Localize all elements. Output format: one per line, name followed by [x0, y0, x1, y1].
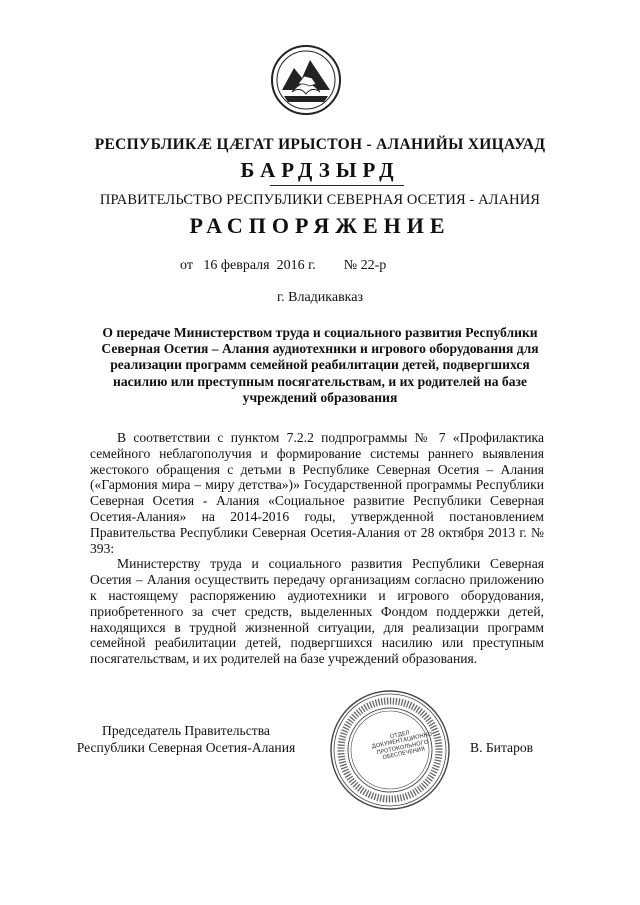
header-divider — [270, 185, 404, 186]
body-paragraph-1: В соответствии с пунктом 7.2.2 подпрограммы № 7 «Профилактика семейного неблагополучия и формирование системы раннего выявления жестокого обращения с детьми в Республике Северная Осетия – Алания («Гармония мира – миру детства»)» Государственной программы Республики Северная Осетия - Алания «Социальное развитие Республики Северная Осетия-Алания» на 2014-2016 годы, утвержденной постановлением Правительства Республики Северная Осетия-Алания от 28 октября 2013 г. № 393: — [90, 430, 544, 556]
document-title: О передаче Министерством труда и социального развития Республики Северная Осетия – Алания аудиотехники и игрового оборудования для реализации программ семейной реабилитации детей, подвергшихся насилию или преступным посягательствам, и их родителей на базе учреждений образования — [101, 325, 539, 405]
coat-of-arms-emblem — [268, 44, 344, 116]
document-body — [90, 430, 544, 667]
document-type-heading: РАСПОРЯЖЕНИЕ — [189, 213, 451, 238]
ossetian-government-header: РЕСПУБЛИКӔ ЦӔГАТ ИРЫСТОН - АЛАНИЙЫ ХИЦАУАД — [94, 136, 546, 153]
government-header: ПРАВИТЕЛЬСТВО РЕСПУБЛИКИ СЕВЕРНАЯ ОСЕТИЯ - АЛАНИЯ — [99, 192, 541, 208]
bardzyrd-heading: БАРДЗЫРД — [240, 158, 400, 182]
city-line: г. Владикавказ — [276, 290, 364, 305]
signatory-position-line-2: Республики Северная Осетия-Алания — [76, 740, 296, 755]
stamp-center-text: ОТДЕЛ ДОКУМЕНТАЦИОННО-ПРОТОКОЛЬНОГО ОБЕСПЕЧЕНИЯ — [371, 730, 435, 762]
signatory-position — [66, 722, 306, 756]
date-and-number: от 16 февраля 2016 г. № 22-р — [180, 258, 387, 273]
signatory-position-line-1: Председатель Правительства — [102, 723, 270, 738]
body-paragraph-2: Министерству труда и социального развития Республики Северная Осетия – Алания осуществить передачу организациям согласно приложению к настоящему распоряжению аудиотехники и игрового оборудования, приобретенного за счет средств, выделенных Фондом поддержки детей, находящихся в трудной жизненной ситуации, для реализации программ семейной реабилитации детей, подвергшихся насилию или преступным посягательствам, и их родителей на базе учреждений образования. — [90, 556, 544, 667]
signatory-name: В. Битаров — [470, 740, 534, 755]
